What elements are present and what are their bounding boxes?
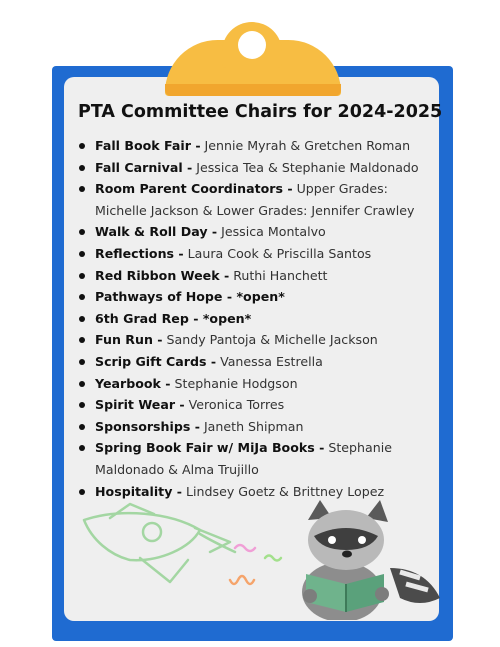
chair-role: Hospitality - bbox=[95, 483, 183, 499]
clipboard-clip-base bbox=[165, 84, 341, 96]
list-item bbox=[76, 221, 438, 243]
chair-role: Fun Run - bbox=[95, 332, 163, 348]
list-item bbox=[76, 286, 438, 308]
list-item bbox=[76, 481, 438, 503]
chair-names: Stephanie Maldonado & Alma Trujillo bbox=[95, 440, 392, 477]
chair-role: Fall Carnival - bbox=[95, 159, 193, 175]
list-item bbox=[76, 265, 438, 287]
chair-role: Yearbook - bbox=[95, 375, 171, 391]
chair-names: Stephanie Hodgson bbox=[170, 375, 298, 391]
page-title: PTA Committee Chairs for 2024-2025 bbox=[78, 102, 443, 122]
chair-role: Pathways of Hope - *open* bbox=[95, 289, 285, 305]
chair-role: Sponsorships - bbox=[95, 418, 200, 434]
chair-names: Laura Cook & Priscilla Santos bbox=[183, 245, 372, 261]
chair-names: Jessica Tea & Stephanie Maldonado bbox=[192, 159, 419, 175]
committee-chairs-list bbox=[76, 135, 438, 502]
list-item bbox=[76, 178, 438, 221]
list-item bbox=[76, 135, 438, 157]
list-item bbox=[76, 394, 438, 416]
list-item bbox=[76, 437, 438, 480]
chair-names: Upper Grades: Michelle Jackson & Lower Grades: Jennifer Crawley bbox=[95, 181, 415, 218]
chair-role: Room Parent Coordinators - bbox=[95, 181, 293, 197]
list-item bbox=[76, 243, 438, 265]
raccoon-reading-icon bbox=[302, 500, 440, 620]
chair-names: Ruthi Hanchett bbox=[229, 267, 328, 283]
confetti-icon bbox=[230, 545, 281, 584]
clipboard-clip-hole bbox=[238, 31, 266, 59]
chair-names: Vanessa Estrella bbox=[216, 353, 323, 369]
chair-names: Janeth Shipman bbox=[199, 418, 304, 434]
rocket-doodle-icon bbox=[84, 504, 235, 582]
list-item bbox=[76, 308, 438, 330]
list-item bbox=[76, 157, 438, 179]
chair-names: Veronica Torres bbox=[184, 397, 285, 413]
chair-role: Fall Book Fair - bbox=[95, 138, 201, 153]
chair-role: Scrip Gift Cards - bbox=[95, 353, 217, 369]
chair-role: Red Ribbon Week - bbox=[95, 267, 230, 283]
chair-names: Jennie Myrah & Gretchen Roman bbox=[200, 138, 411, 153]
chair-names: Jessica Montalvo bbox=[217, 224, 326, 240]
chair-names: Sandy Pantoja & Michelle Jackson bbox=[162, 332, 378, 348]
chair-role: 6th Grad Rep - *open* bbox=[95, 310, 252, 326]
decoration-area bbox=[70, 500, 440, 620]
chair-role: Reflections - bbox=[95, 245, 184, 261]
list-item bbox=[76, 329, 438, 351]
list-item bbox=[76, 416, 438, 438]
chair-names: Lindsey Goetz & Brittney Lopez bbox=[182, 483, 385, 499]
chair-role: Spirit Wear - bbox=[95, 397, 185, 413]
list-item bbox=[76, 373, 438, 395]
chair-role: Spring Book Fair w/ MiJa Books - bbox=[95, 440, 325, 456]
list-item bbox=[76, 351, 438, 373]
chair-role: Walk & Roll Day - bbox=[95, 224, 218, 240]
